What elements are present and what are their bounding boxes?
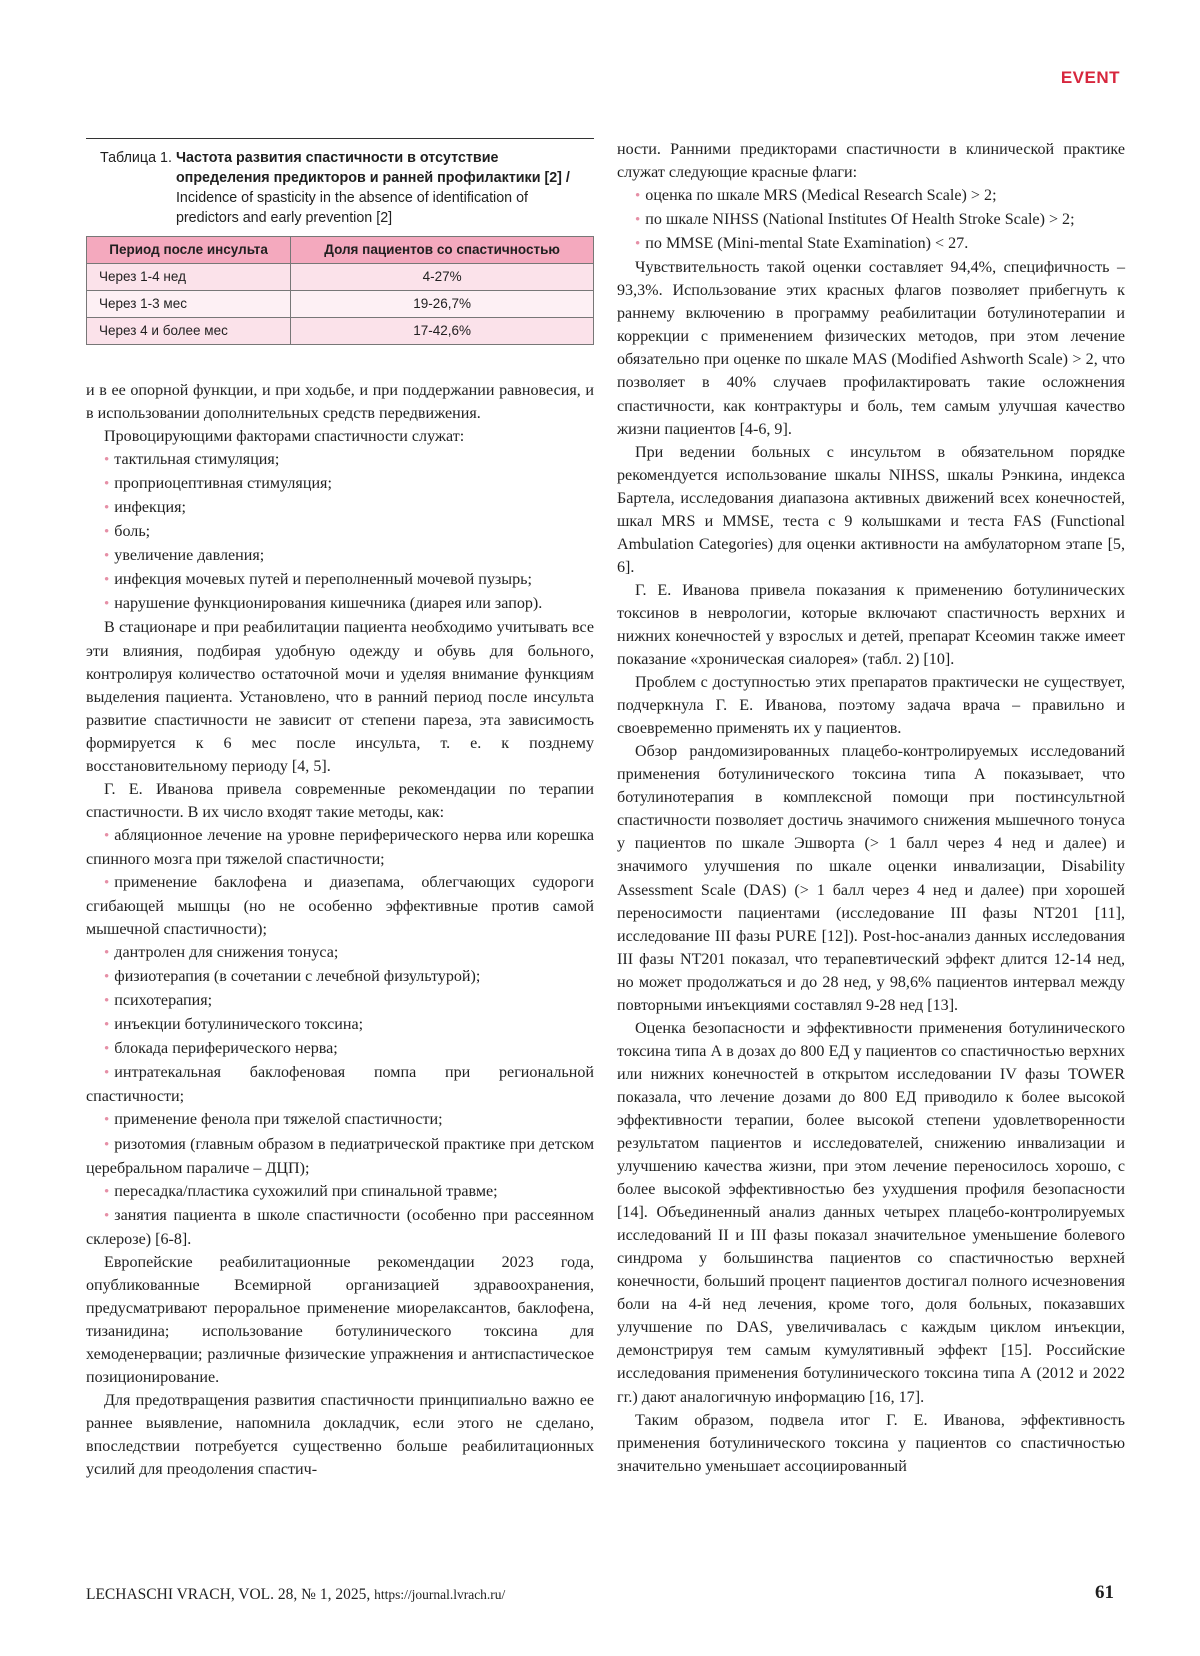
footer-citation bbox=[86, 1586, 505, 1604]
list-item: • тактильная стимуляция; bbox=[86, 448, 594, 472]
table-1 bbox=[86, 138, 594, 345]
list-item: • по MMSE (Mini-mental State Examination) < 27. bbox=[617, 232, 1125, 256]
list-item: • применение баклофена и диазепама, облегчающих судороги сгибающей мышцы (но не особенно эффективные против самой мышечной спастичности); bbox=[86, 871, 594, 941]
paragraph: и в ее опорной функции, и при ходьбе, и при поддержании равновесия, и в использовании дополнительных средств передвижения. bbox=[86, 382, 594, 423]
paragraph: При ведении больных с инсультом в обязательном порядке рекомендуется использование шкалы NIHSS, шкалы Рэнкина, индекса Бартела, исследования диапазона активных движений всех конечностей, шкал MRS и MMSE, теста с 9 колышками и теста FAS (Functional Ambulation Categories) для оценки активности на амбулаторном этапе [5, 6]. bbox=[617, 443, 1125, 576]
list-item: • дантролен для снижения тонуса; bbox=[86, 941, 594, 965]
paragraph: Европейские реабилитационные рекомендации 2023 года, опубликованные Всемирной организацией здравоохранения, предусматривают пероральное применение миорелаксантов, баклофена, тизанидина; использование ботулинического токсина для хемоденервации; различные физические упражнения и антиспастическое позиционирование. bbox=[86, 1253, 594, 1386]
table-cell: Через 1-4 нед bbox=[87, 264, 291, 291]
list-item: • проприоцептивная стимуляция; bbox=[86, 472, 594, 496]
section-tag: EVENT bbox=[1060, 68, 1120, 87]
paragraph: Таким образом, подвела итог Г. Е. Иванова, эффективность применения ботулинического токсина у пациентов со спастичностью значительно уменьшает ассоциированный bbox=[617, 1411, 1125, 1475]
table-label: Таблица 1. bbox=[100, 150, 172, 166]
list-item: • увеличение давления; bbox=[86, 544, 594, 568]
column-header: Доля пациентов со спастичностью bbox=[291, 237, 594, 264]
left-column bbox=[86, 138, 594, 1481]
column-header: Период после инсульта bbox=[87, 237, 291, 264]
list-item: • боль; bbox=[86, 520, 594, 544]
list-item: • инфекция мочевых путей и переполненный мочевой пузырь; bbox=[86, 568, 594, 592]
list-item: • нарушение функционирования кишечника (диарея или запор). bbox=[86, 592, 594, 616]
table-cell: 17-42,6% bbox=[291, 318, 594, 345]
paragraph: Г. Е. Иванова привела показания к применению ботулинических токсинов в неврологии, которые включают спастичность верхних и нижних конечностей у взрослых и детей, препарат Ксеомин также имеет показание «хроническая сиалорея» (табл. 2) [10]. bbox=[617, 581, 1125, 669]
table-row bbox=[87, 264, 594, 291]
table-header-row bbox=[87, 237, 594, 264]
paragraph: Провоцирующими факторами спастичности служат: bbox=[104, 428, 465, 446]
list-item: • инфекция; bbox=[86, 496, 594, 520]
table-title-en: Incidence of spasticity in the absence of identification of predictors and early prevention [2] bbox=[175, 190, 529, 226]
list-item: • оценка по шкале MRS (Medical Research Scale) > 2; bbox=[617, 184, 1125, 208]
list-item: • абляционное лечение на уровне периферического нерва или корешка спинного мозга при тяжелой спастичности; bbox=[86, 824, 594, 871]
right-column bbox=[617, 138, 1125, 1478]
paragraph: ности. Ранними предикторами спастичности в клинической практике служат следующие красные флаги: bbox=[617, 141, 1125, 182]
list-item: • пересадка/пластика сухожилий при спинальной травме; bbox=[86, 1180, 594, 1204]
table-cell: 4-27% bbox=[291, 264, 594, 291]
paragraph: Г. Е. Иванова привела современные рекомендации по терапии спастичности. В их число входят такие методы, как: bbox=[86, 780, 594, 821]
table-row bbox=[87, 291, 594, 318]
list-item: • блокада периферического нерва; bbox=[86, 1037, 594, 1061]
list-item: • занятия пациента в школе спастичности (особенно при рассеянном склерозе) [6-8]. bbox=[86, 1204, 594, 1251]
table-row bbox=[87, 318, 594, 345]
paragraph: Оценка безопасности и эффективности применения ботулинического токсина типа А в дозах до 800 ЕД у пациентов со спастичностью верхних или нижних конечностей в открытом исследовании IV фазы TOWER показала, что лечение дозами до 800 ЕД приводило к более высокой эффективности терапии, более высокой степени удовлетворенности результатом пациентов и исследователей, снижению инвализации и улучшению качества жизни, при этом лечение переносилось хорошо, с более высокой эффективностью без ухудшения профиля безопасности [14]. Объединенный анализ данных четырех плацебо-контролируемых исследований II и III фазы показал значительное уменьшение болевого синдрома у большинства пациентов со спастичностью верхней конечности, больший процент пациентов достигал полного исчезновения боли на 4-й нед лечения, кроме того, доля больных, показавших улучшение по DAS, увеличивалась с каждым циклом инъекции, демонстрируя тем самым кумулятивный эффект [15]. Российские исследования применения ботулинического токсина типа А (2012 и 2022 гг.) дают аналогичную информацию [16, 17]. bbox=[617, 1019, 1125, 1406]
table-title bbox=[176, 148, 594, 228]
paragraph: В стационаре и при реабилитации пациента необходимо учитывать все эти влияния, подбирая удобную одежду и обувь для больного, контролируя количество остаточной мочи и уделяя внимание функциям выделения пациента. Установлено, что в ранний период после инсульта развитие спастичности не зависит от степени пареза, эта зависимость формируется к 6 мес после инсульта, т. е. к позднему восстановительному периоду [4, 5]. bbox=[86, 619, 594, 775]
paragraph: Чувствительность такой оценки составляет 94,4%, специфичность – 93,3%. Использование этих красных флагов позволяет прибегнуть к раннему включению в программу реабилитации ботулинотерапии и коррекции с применением физических методов, при этом лечение обязательно при оценке по шкале MAS (Modified Ashworth Scale) > 2, что позволяет в 40% случаев профилактировать такие осложнения спастичности, как контрактуры и боль, тем самым улучшая качество жизни пациентов [4-6, 9]. bbox=[617, 259, 1125, 438]
paragraph: Проблем с доступностью этих препаратов практически не существует, подчеркнула Г. Е. Иванова, поэтому задача врача – правильно и своевременно применять их у пациентов. bbox=[617, 674, 1125, 738]
paragraph: Обзор рандомизированных плацебо-контролируемых исследований применения ботулинического токсина типа А показывает, что ботулинотерапия в комплексной помощи при постинсультной спастичности позволяет достичь значимого снижения мышечного тонуса у пациентов по шкале Эшворта (> 1 балл через 4 нед и далее) и значимого улучшения по шкале оценки инвализации, Disability Assessment Scale (DAS) (> 1 балл через 4 нед и далее) при хорошей переносимости пациентами (исследование III фазы NT201 [11], исследование III фазы PURE [12]). Post-hoc-анализ данных исследования III фазы NT201 показал, что терапевтический эффект длится 12-14 нед, но может продолжаться и до 28 нед, у 98,6% пациентов интервал между повторными инъекциями составлял 9-28 нед [13]. bbox=[617, 743, 1125, 1014]
list-item: • интратекальная баклофеновая помпа при региональной спастичности; bbox=[86, 1061, 594, 1108]
table-caption bbox=[86, 139, 594, 236]
paragraph: Для предотвращения развития спастичности принципиально важно ее раннее выявление, напомнила докладчик, если этого не сделано, впоследствии потребуется существенно больше реабилитационных усилий для преодоления спастич- bbox=[86, 1392, 594, 1479]
list-item: • ризотомия (главным образом в педиатрической практике при детском церебральном параличе – ДЦП); bbox=[86, 1133, 594, 1180]
journal-name: LECHASCHI VRACH, VOL. 28, № 1, 2025, bbox=[86, 1586, 371, 1603]
table-title-ru: Частота развития спастичности в отсутствие определения предикторов и ранней профилактики [2] / bbox=[175, 150, 570, 186]
data-table bbox=[86, 236, 594, 345]
page-number: 61 bbox=[1095, 1582, 1114, 1603]
list-item: • физиотерапия (в сочетании с лечебной физультурой); bbox=[86, 965, 594, 989]
list-item: • психотерапия; bbox=[86, 989, 594, 1013]
table-cell: Через 1-3 мес bbox=[87, 291, 291, 318]
list-item: • инъекции ботулинического токсина; bbox=[86, 1013, 594, 1037]
list-item: • по шкале NIHSS (National Institutes Of Health Stroke Scale) > 2; bbox=[617, 208, 1125, 232]
journal-url[interactable]: https://journal.lvrach.ru/ bbox=[374, 1587, 506, 1602]
list-item: • применение фенола при тяжелой спастичности; bbox=[86, 1108, 594, 1132]
table-cell: 19-26,7% bbox=[291, 291, 594, 318]
table-cell: Через 4 и более мес bbox=[87, 318, 291, 345]
